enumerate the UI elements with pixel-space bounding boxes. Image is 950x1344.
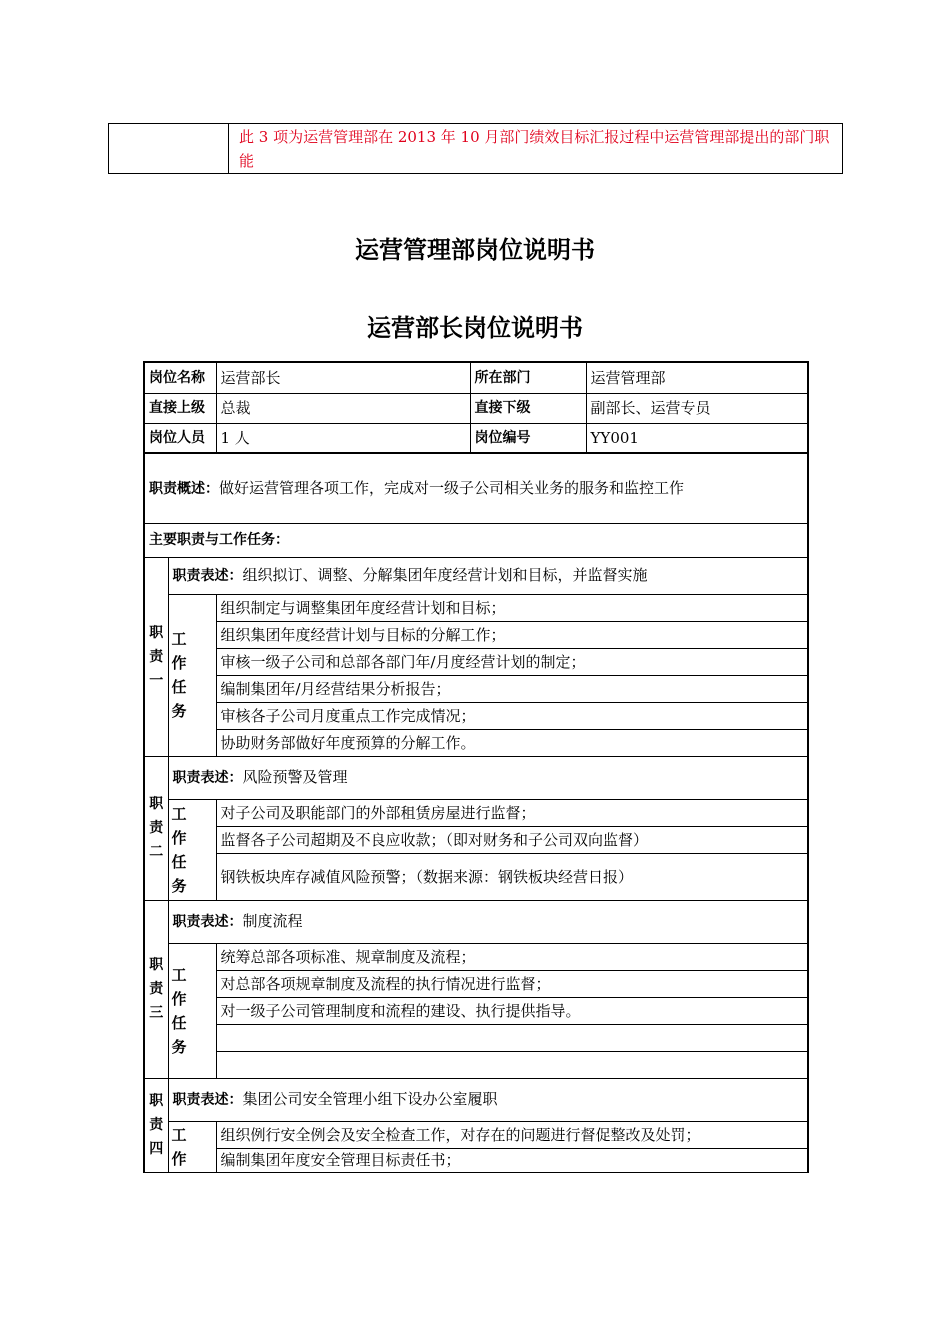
task-row [144,1121,808,1148]
header-label: 岗位名称 [144,362,216,393]
task-item [216,1051,808,1078]
header-label: 岗位人员 [144,423,216,453]
task-side-label: 工 作 任 务 [168,594,216,756]
duty-desc-label: 职责表述： [172,770,243,786]
main-duties-header: 主要职责与工作任务： [144,523,808,557]
duty-desc-row [144,1078,808,1121]
summary-label: 职责概述： [149,480,219,497]
task-item: 审核一级子公司和总部各部门年/月度经营计划的制定； [216,648,808,675]
task-row [144,826,808,853]
task-item: 对总部各项规章制度及流程的执行情况进行监督； [216,970,808,997]
task-row [144,702,808,729]
duty-desc-row [144,557,808,594]
task-row [144,594,808,621]
task-item: 对一级子公司管理制度和流程的建设、执行提供指导。 [216,997,808,1024]
header-value: 运营管理部 [586,362,808,393]
note-table [108,123,843,174]
duty-desc-text: 组织拟订、调整、分解集团年度经营计划和目标，并监督实施 [242,566,648,584]
header-label: 直接上级 [144,393,216,423]
summary-row [144,453,808,523]
task-row [144,799,808,826]
task-item: 监督各子公司超期及不良应收款；（即对财务和子公司双向监督） [216,826,808,853]
task-item [216,1024,808,1051]
task-side-label: 工 作 任 务 [168,943,216,1078]
duty-desc [168,900,808,943]
task-row [144,1051,808,1078]
header-value: 总裁 [216,393,470,423]
header-value: YY001 [586,423,808,453]
summary-cell [144,453,808,523]
task-row [144,943,808,970]
duty-desc-text: 制度流程 [242,912,303,930]
task-row [144,970,808,997]
task-item: 编制集团年度安全管理目标责任书； [216,1148,808,1172]
task-item: 编制集团年/月经营结果分析报告； [216,675,808,702]
duty-desc-label: 职责表述： [172,914,243,930]
duty-desc-label: 职责表述： [172,1092,243,1108]
task-item: 对子公司及职能部门的外部租赁房屋进行监督； [216,799,808,826]
task-item: 审核各子公司月度重点工作完成情况； [216,702,808,729]
duty-desc-row [144,756,808,799]
task-row [144,997,808,1024]
task-row [144,1148,808,1172]
duty-side-label: 职 责 四 [144,1078,168,1172]
note-empty-cell [109,124,229,174]
duty-side-label: 职 责 一 [144,557,168,756]
summary-text: 做好运营管理各项工作，完成对一级子公司相关业务的服务和监控工作 [219,478,685,497]
header-label: 所在部门 [470,362,586,393]
header-value: 运营部长 [216,362,470,393]
main-duties-header-row [144,523,808,557]
header-label: 直接下级 [470,393,586,423]
task-row [144,648,808,675]
task-row [144,1024,808,1051]
note-cell [229,124,843,174]
duty-desc-row [144,900,808,943]
task-item: 组织制定与调整集团年度经营计划和目标； [216,594,808,621]
header-value: 1 人 [216,423,470,453]
duty-desc [168,557,808,594]
duty-desc-text: 集团公司安全管理小组下设办公室履职 [242,1090,498,1108]
document-subtitle: 运营部长岗位说明书 [367,314,583,342]
task-row [144,853,808,900]
task-side-label: 工 作 任 务 [168,799,216,900]
duty-desc-text: 风险预警及管理 [242,768,348,786]
duty-desc [168,756,808,799]
header-row [144,423,808,453]
duty-side-label: 职 责 二 [144,756,168,900]
task-item: 协助财务部做好年度预算的分解工作。 [216,729,808,756]
task-row [144,675,808,702]
header-label: 岗位编号 [470,423,586,453]
duty-side-label: 职 责 三 [144,900,168,1078]
task-row [144,729,808,756]
header-row [144,362,808,393]
task-item: 组织例行安全例会及安全检查工作，对存在的问题进行督促整改及处罚； [216,1121,808,1148]
duty-desc [168,1078,808,1121]
task-row [144,621,808,648]
header-value: 副部长、运营专员 [586,393,808,423]
task-side-label: 工 作 [168,1121,216,1172]
task-item: 钢铁板块库存减值风险预警；（数据来源：钢铁板块经营日报） [216,853,808,900]
note-text: 此 3 项为运营管理部在 2013 年 10 月部门绩效目标汇报过程中运营管理部提出的部门职能 [239,128,830,170]
header-row [144,393,808,423]
job-description-table [143,361,809,1173]
task-item: 统筹总部各项标准、规章制度及流程； [216,943,808,970]
document-title: 运营管理部岗位说明书 [355,236,595,264]
duty-desc-label: 职责表述： [172,568,243,584]
task-item: 组织集团年度经营计划与目标的分解工作； [216,621,808,648]
